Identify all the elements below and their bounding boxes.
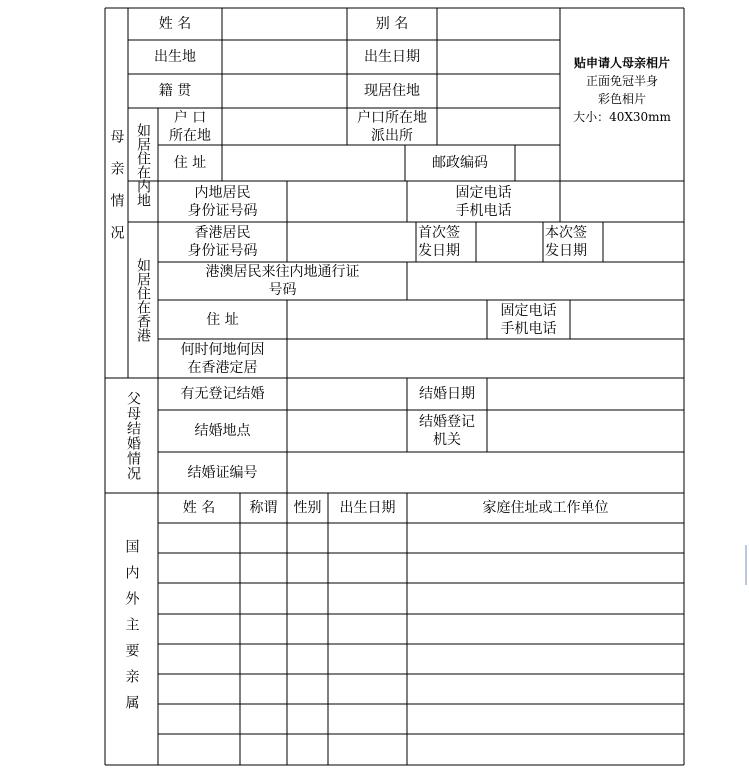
mainland-address-field[interactable]: [222, 145, 405, 181]
first-visa-date-label: 首次签 发日期: [418, 225, 460, 259]
hk-id-label: 香港居民 身份证号码: [187, 225, 258, 259]
photo-placeholder: [560, 50, 684, 130]
photo-instruction-1: 正面免冠半身: [585, 74, 658, 88]
mother-birthplace-label: 出生地: [154, 49, 196, 65]
marriage-office-label: 结婚登记 机关: [419, 414, 475, 448]
mother-native-place-field[interactable]: [222, 74, 347, 108]
mother-alias-field[interactable]: [437, 8, 560, 40]
marriage-office-field[interactable]: [487, 410, 684, 452]
mainland-id-label: 内地居民 身份证号码: [187, 184, 258, 219]
hk-address-label: 住 址: [206, 311, 239, 328]
first-visa-date-field[interactable]: [476, 222, 543, 262]
mother-section-label: 母亲情况: [108, 129, 125, 257]
mainland-phone-label: 固定电话 手机电话: [455, 184, 512, 219]
mother-name-field[interactable]: [222, 8, 347, 40]
relatives-col-gender: 性别: [293, 500, 322, 516]
marriage-registered-label: 有无登记结婚: [180, 386, 265, 402]
marriage-date-label: 结婚日期: [419, 386, 475, 402]
postal-code-label: 邮政编码: [432, 155, 488, 171]
mother-native-place-label: 籍 贯: [158, 83, 192, 99]
relatives-section-label: 国内外主要亲属: [123, 539, 140, 721]
hk-permit-label: 港澳居民来往内地通行证 号码: [205, 264, 360, 298]
mother-name-label: 姓 名: [158, 16, 192, 32]
mother-birth-date-field[interactable]: [437, 40, 560, 74]
mainland-address-label: 住 址: [173, 155, 207, 171]
hk-phone-label: 固定电话 手机电话: [500, 302, 557, 337]
postal-code-field[interactable]: [515, 145, 560, 181]
photo-instruction-2: 彩色相片: [597, 92, 646, 106]
scrollbar-edge: [745, 545, 747, 585]
relatives-col-name: 姓 名: [182, 500, 216, 516]
mainland-id-field[interactable]: [287, 181, 407, 222]
marriage-cert-no-field[interactable]: [287, 452, 684, 493]
relatives-col-birth-date: 出生日期: [339, 500, 396, 516]
mother-current-address-field[interactable]: [437, 74, 560, 108]
marriage-place-label: 结婚地点: [194, 423, 251, 439]
mother-birthplace-field[interactable]: [222, 40, 347, 74]
mainland-phone-field[interactable]: [560, 181, 684, 222]
current-visa-date-field[interactable]: [603, 222, 684, 262]
relatives-col-address-work: 家庭住址或工作单位: [482, 500, 609, 516]
hk-id-field[interactable]: [287, 222, 416, 262]
hk-settle-label: 何时何地何因 在香港定居: [180, 341, 265, 376]
hukou-location-field[interactable]: [222, 108, 347, 145]
mother-alias-label: 别 名: [375, 16, 409, 32]
hk-permit-field[interactable]: [407, 262, 684, 300]
mainland-group-label: 如居住在内地: [135, 123, 151, 207]
current-visa-date-label: 本次签 发日期: [545, 225, 587, 259]
hk-phone-field[interactable]: [570, 300, 684, 339]
marriage-date-field[interactable]: [487, 378, 684, 410]
hukou-police-station-field[interactable]: [437, 108, 560, 145]
hukou-police-station-label: 户口所在地 派出所: [357, 109, 427, 144]
photo-size: 大小：40X30mm: [573, 110, 671, 124]
mother-birth-date-label: 出生日期: [364, 49, 420, 65]
marriage-place-field[interactable]: [287, 410, 407, 452]
hk-address-field[interactable]: [287, 300, 487, 339]
relatives-col-relation: 称谓: [249, 500, 278, 516]
hk-group-label: 如居住在香港: [135, 258, 151, 342]
hk-settle-field[interactable]: [287, 339, 684, 378]
marriage-registered-field[interactable]: [287, 378, 407, 410]
mother-current-address-label: 现居住地: [364, 83, 420, 99]
marriage-section-label: 父母结婚情况: [125, 390, 141, 481]
photo-title: 贴申请人母亲相片: [573, 56, 670, 70]
hukou-location-label: 户 口 所在地: [169, 109, 211, 144]
marriage-cert-no-label: 结婚证编号: [187, 464, 258, 481]
